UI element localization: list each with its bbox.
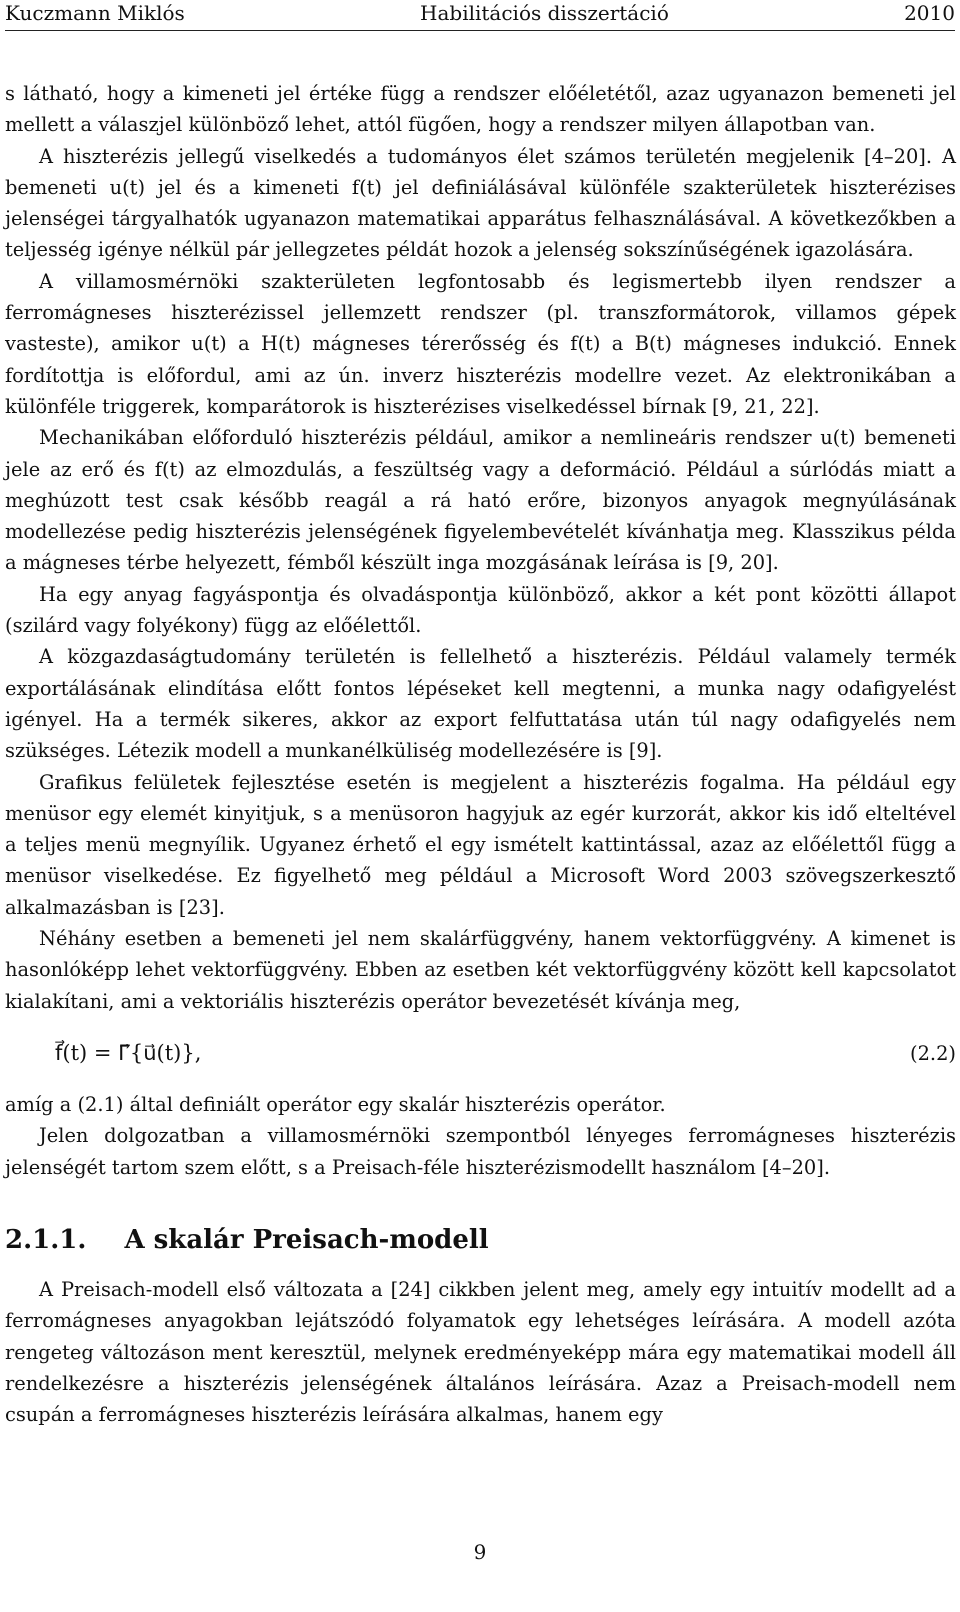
header-title: Habilitációs disszertáció — [420, 1, 669, 25]
paragraph: Jelen dolgozatban a villamosmérnöki szempontból lényeges ferromágneses hiszterézis jelenségét tartom szem előtt, s a Preisach-féle hiszterézismodellt használom [4–20]. — [5, 1124, 956, 1179]
paragraph: A villamosmérnöki szakterületen legfontosabb és legismertebb ilyen rendszer a ferromágneses hiszterézissel jellemzett rendszer (pl. transzformátorok, villamos gépek vasteste), amikor u(t) a H(t) mágneses térerősség és f(t) a B(t) mágneses indukció. Ennek fordítottja is előfordul, ami az ún. inverz hiszterézis modellre vezet. Az elektronikában a különféle triggerek, komparátorok is hiszterézises viselkedéssel bírnak [9, 21, 22]. — [5, 269, 956, 418]
page-number: 9 — [473, 1540, 487, 1564]
paragraph: s látható, hogy a kimeneti jel értéke függ a rendszer előéletétől, azaz ugyanazon bemeneti jel mellett a válaszjel különböző lehet, attól fügően, hogy a rendszer milyen állapotban van. — [5, 82, 956, 137]
paragraph: A Preisach-modell első változata a [24] cikkben jelent meg, amely egy intuitív modellt ad a ferromágneses anyagokban lejátszódó folyamatok egy lehetséges leírására. A modell azóta rengeteg változáson ment keresztül, melynek eredményeképp mára egy matematikai modell áll rendelkezésre a hiszterézis jelenségének általános leírására. Azaz a Preisach-modell nem csupán a ferromágneses hiszterézis leírására alkalmas, hanem egy — [5, 1278, 956, 1427]
header-author: Kuczmann Miklós — [5, 1, 185, 25]
paragraph: amíg a (2.1) által definiált operátor egy skalár hiszterézis operátor. — [5, 1092, 666, 1116]
paragraph: A hiszterézis jellegű viselkedés a tudományos élet számos területén megjelenik [4–20]. A bemeneti u(t) jel és a kimeneti f(t) jel definiálásával különféle szakterületek hiszterézises jelenségei tárgyalhatók ugyanazon matematikai apparátus felhasználásával. A következőkben a teljesség igénye nélkül pár jellegzetes példát hozok a jelenség sokszínűségének igazolására. — [5, 144, 956, 262]
paragraph: Néhány esetben a bemeneti jel nem skalárfüggvény, hanem vektorfüggvény. A kimenet is hasonlóképp lehet vektorfüggvény. Ebben az esetben két vektorfüggvény között kell kapcsolatot kialakítani, ami a vektoriális hiszterézis operátor bevezetését kívánja meg, — [5, 927, 956, 1013]
paragraph: A közgazdaságtudomány területén is fellelhető a hiszterézis. Például valamely termék exportálásának elindítása előtt fontos lépéseket kell megtenni, a munka nagy odafigyelést igényel. Ha a termék sikeres, akkor az export felfuttatása után túl nagy odafigyelés nem szükséges. Létezik modell a munkanélküliség modellezésére is [9]. — [5, 645, 956, 763]
body-text — [5, 78, 956, 1431]
paragraph: Ha egy anyag fagyáspontja és olvadáspontja különböző, akkor a két pont közötti állapot (szilárd vagy folyékony) függ az előélettől. — [5, 582, 956, 638]
running-header — [5, 0, 955, 31]
paragraph: Mechanikában előforduló hiszterézis például, amikor a nemlineáris rendszer u(t) bemeneti jele az erő és f(t) az elmozdulás, a feszültség vagy a deformáció. Például a súrlódás miatt a meghúzott test csak később reagál a rá ható erőre, bizonyos anyagok megnyúlásának modellezése pedig hiszterézis jelenségének figyelembevételét kívánhatja meg. Klasszikus példa a mágneses térbe helyezett, fémből készült inga mozgásának leírása is [9, 20]. — [5, 426, 956, 575]
section-title: A skalár Preisach-modell — [124, 1224, 489, 1255]
section-heading — [5, 1225, 956, 1256]
header-year: 2010 — [904, 1, 955, 25]
equation-block — [5, 1035, 956, 1073]
equation-formula: f⃗(t) = Γ⃗{u⃗(t)}, — [55, 1041, 202, 1066]
equation-number: (2.2) — [910, 1042, 956, 1066]
section-number: 2.1.1. — [5, 1224, 87, 1255]
paragraph: Grafikus felületek fejlesztése esetén is megjelent a hiszterézis fogalma. Ha például egy menüsor egy elemét kinyitjuk, s a menüsoron hagyjuk az egér kurzorát, akkor kis idő elteltével a teljes menü megnyílik. Ugyanez érhető el egy ismételt kattintással, azaz az előélettől függ a menüsor viselkedése. Ez figyelhető meg például a Microsoft Word 2003 szövegszerkesztő alkalmazásban is [23]. — [5, 770, 956, 919]
